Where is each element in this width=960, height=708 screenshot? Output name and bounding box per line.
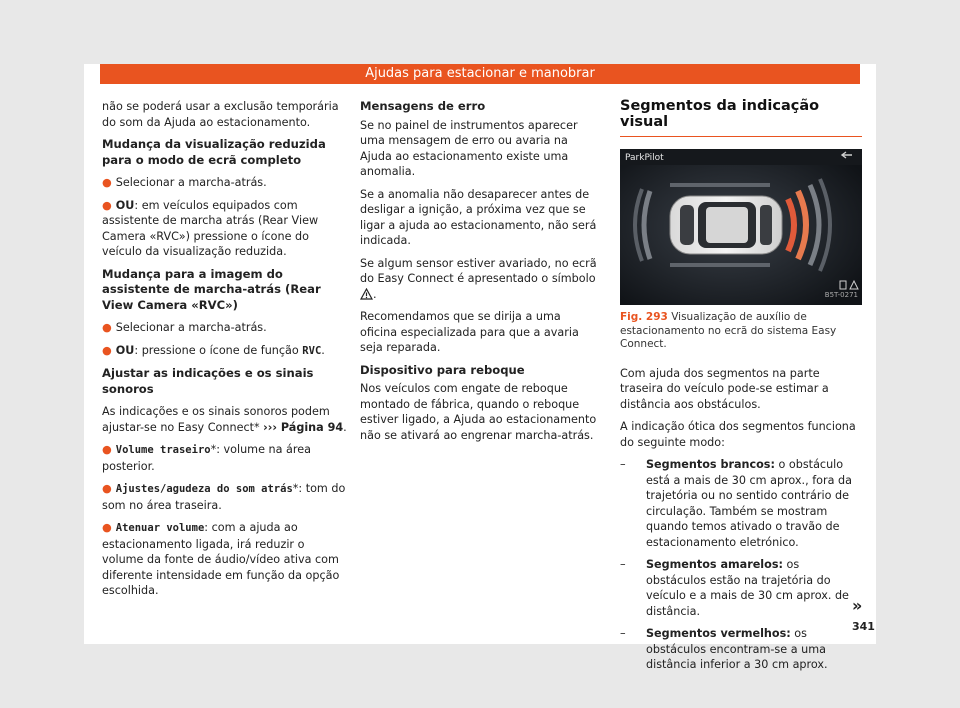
continue-arrow-icon: » (852, 596, 863, 615)
menu-code: Volume traseiro (115, 444, 211, 456)
subheading: Mudança da visualização reduzida para o modo de ecrã completo (102, 137, 326, 167)
list-item-text: os obstáculos estão na trajetória do veículo e a mais de 30 cm aprox. de distância. (646, 558, 849, 618)
bullet-icon: ● (102, 521, 112, 534)
list-item (620, 457, 862, 550)
paragraph (102, 404, 348, 435)
menu-code: Atenuar volume (115, 522, 205, 534)
list-item-lead: OU (115, 343, 135, 357)
list-item (102, 175, 348, 191)
list-item (620, 626, 862, 673)
paragraph-text: As indicações e os sinais sonoros podem ajustar-se no Easy Connect* (102, 405, 330, 434)
list-item (102, 520, 348, 599)
column-middle (360, 99, 600, 450)
list-item (102, 442, 348, 474)
paragraph (360, 256, 600, 303)
list-item-text: o obstáculo está a mais de 30 cm aprox., fora da trajetória ou no sentido contrário de circulação. Também se mostram quando temos ativado o travão de estacionamento eletrónico. (646, 458, 852, 549)
paragraph: Se a anomalia não desaparecer antes de desligar a ignição, a próxima vez que se ligar a ajuda ao estacionamento, não será indicada. (360, 187, 597, 247)
list-item-text: os obstáculos encontram-se a uma distância inferior a 30 cm aprox. (646, 627, 828, 671)
list-item-lead: Segmentos vermelhos: (646, 627, 791, 640)
bullet-icon: ● (102, 321, 112, 334)
dash-marker: – (620, 627, 626, 640)
list-item (102, 343, 348, 360)
chapter-header: Ajudas para estacionar e manobrar (100, 64, 860, 84)
menu-code: Ajustes/agudeza do som atrás (115, 483, 293, 495)
list-item-text: : em veículos equipados com assistente de marcha atrás (Rear View Camera «RVC») pressione o ícone do veículo da visualização reduzida. (102, 198, 319, 258)
punctuation: . (343, 420, 347, 434)
figure-caption-text: Visualização de auxílio de estacionamento no ecrã do sistema Easy Connect. (620, 311, 837, 350)
paragraph: Recomendamos que se dirija a uma oficina especializada para que a avaria seja reparada. (360, 310, 579, 354)
list-item-text: *: tom do som no área traseira. (102, 482, 346, 512)
bullet-icon: ● (102, 343, 112, 357)
list-item (102, 198, 348, 260)
page-number: 341 (852, 620, 875, 633)
subheading: Ajustar as indicações e os sinais sonoros (102, 366, 314, 396)
function-code: RVC (302, 344, 322, 357)
bullet-icon: ● (102, 443, 112, 456)
figure-caption (620, 311, 862, 352)
list-item-text: *: volume na área posterior. (102, 443, 311, 473)
column-right (620, 99, 862, 680)
column-left (102, 99, 348, 606)
list-item (102, 320, 348, 336)
dash-marker: – (620, 458, 626, 471)
list-item-lead: Segmentos brancos: (646, 458, 775, 471)
parkpilot-screen (620, 149, 862, 305)
paragraph: Com ajuda dos segmentos na parte traseira do veículo pode-se estimar a distância aos obstáculos. (620, 366, 829, 411)
section-title: Segmentos da indicação visual (620, 99, 862, 137)
punctuation: . (321, 343, 325, 357)
figure-code: B5T-0271 (824, 290, 858, 299)
paragraph-text: Se algum sensor estiver avariado, no ecrã do Easy Connect é apresentado o símbolo (360, 256, 597, 285)
parkpilot-figure (620, 149, 862, 305)
figure-number: Fig. 293 (620, 311, 668, 323)
screen-label: ParkPilot (625, 153, 664, 163)
paragraph: não se poderá usar a exclusão temporária do som da Ajuda ao estacionamento. (102, 100, 339, 129)
paragraph: Nos veículos com engate de reboque montado de fábrica, quando o reboque estiver ligado, a Ajuda ao estacionamento não se ativará ao engrenar marcha-atrás. (360, 382, 597, 442)
warning-triangle-icon (360, 288, 373, 300)
dash-marker: – (620, 558, 626, 571)
list-item (102, 481, 348, 513)
page-link[interactable]: ››› Página 94 (263, 420, 344, 434)
punctuation: . (373, 287, 377, 301)
list-item-lead: Segmentos amarelos: (646, 558, 783, 571)
bullet-icon: ● (102, 482, 112, 495)
subheading: Dispositivo para reboque (360, 362, 525, 377)
bullet-icon: ● (102, 176, 112, 189)
subheading: Mensagens de erro (360, 99, 486, 113)
list-item-text: : pressione o ícone de função (134, 343, 299, 357)
list-item (620, 557, 862, 619)
paragraph: A indicação ótica dos segmentos funciona do seguinte modo: (620, 420, 856, 449)
list-item-text: : com a ajuda ao estacionamento ligada, irá reduzir o volume da fonte de áudio/vídeo ativa com diferente intensidade em função da opção escolhida. (102, 521, 340, 597)
bullet-icon: ● (102, 198, 112, 212)
paragraph: Se no painel de instrumentos aparecer uma mensagem de erro ou avaria na Ajuda ao estacionamento existe uma anomalia. (360, 118, 578, 178)
subheading: Mudança para a imagem do assistente de marcha-atrás (Rear View Camera «RVC») (102, 266, 321, 312)
list-item-lead: OU (115, 198, 135, 212)
list-item-text: Selecionar a marcha-atrás. (115, 176, 267, 189)
list-item-text: Selecionar a marcha-atrás. (115, 321, 267, 334)
